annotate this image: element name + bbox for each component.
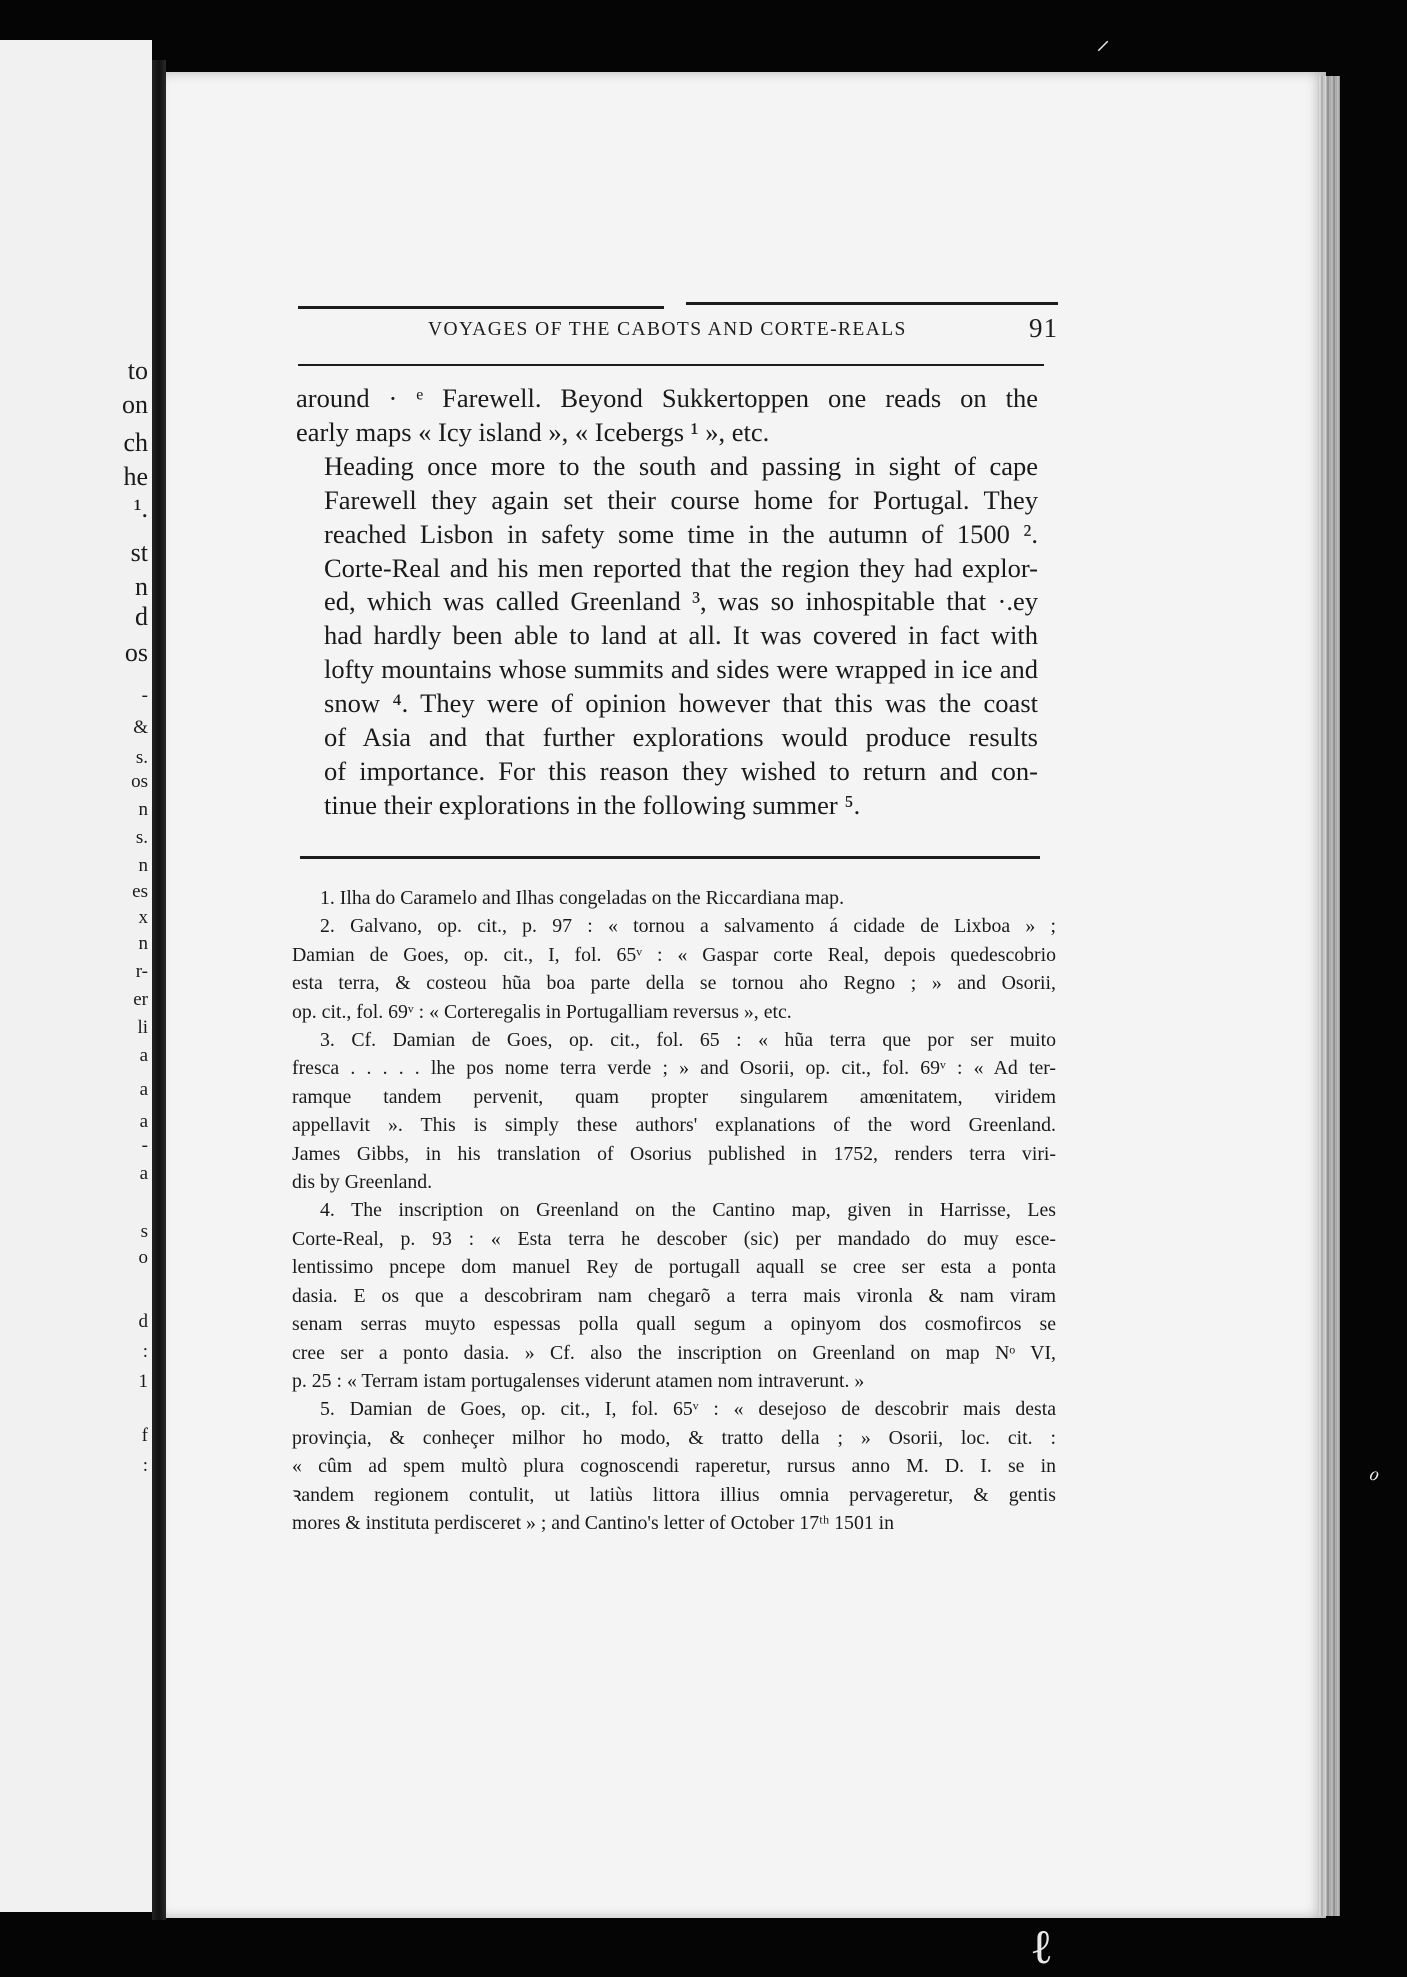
footnote-line: lentissimo pncepe dom manuel Rey de portugall aquall se cree ser esta a ponta	[292, 1256, 1056, 1279]
left-page-fragment: os	[131, 771, 148, 792]
text-line: snow ⁴. They were of opinion however that this was the coast	[324, 688, 1038, 719]
footnote-line: 2. Galvano, op. cit., p. 97 : « tornou a salvamento á cidade de Lixboa » ;	[320, 915, 1056, 938]
left-page-fragment: a	[139, 1079, 148, 1100]
footnote-4	[292, 1196, 1056, 1395]
footnote-1	[292, 884, 1056, 912]
text-line: Corte-Real and his men reported that the region they had explor-	[324, 552, 1038, 583]
text-line: of importance. For this reason they wished to return and con-	[324, 755, 1038, 786]
footnote-line: James Gibbs, in his translation of Osorius published in 1752, renders terra viri-	[292, 1142, 1056, 1165]
left-page-fragment: to	[127, 356, 148, 385]
footnote-line: mores & instituta perdisceret » ; and Cantino's letter of October 17ᵗʰ 1501 in	[292, 1511, 895, 1534]
text-line: Farewell they again set their course home for Portugal. They	[324, 484, 1038, 515]
footnote-line: 1. Ilha do Caramelo and Ilhas congeladas on the Riccardiana map.	[320, 887, 845, 909]
footnote-separator	[300, 856, 1040, 859]
text-line: reached Lisbon in safety some time in the autumn of 1500 ².	[324, 518, 1038, 549]
scan-mark: ⸝	[1096, 25, 1111, 56]
left-page-fragment: li	[137, 1017, 148, 1038]
left-page-fragment: f	[141, 1425, 148, 1446]
footnote-line: cree ser a ponto dasia. » Cf. also the inscription on Greenland on map Nᵒ VI,	[292, 1341, 1056, 1364]
scan-mark: ℓ	[1030, 1921, 1053, 1974]
page-stack-edge	[1318, 76, 1340, 1916]
footnote-line: « cûm ad spem multò plura cognoscendi raperetur, rursus anno M. D. I. se in	[292, 1455, 1056, 1478]
left-page-fragment: n	[135, 572, 148, 601]
footnote-line: Corte-Real, p. 93 : « Esta terra he descober (sic) per mandado do muy esce-	[292, 1227, 1056, 1250]
left-page-fragment: er	[133, 989, 148, 1010]
left-page-fragment: he	[123, 462, 148, 491]
running-head	[298, 313, 1058, 357]
page-gutter	[152, 60, 166, 1920]
footnote-line: appellavit ». This is simply these authors' explanations of the word Greenland.	[292, 1114, 1056, 1137]
left-page-fragment: n	[138, 933, 148, 954]
text-line: of Asia and that further explorations would produce results	[324, 722, 1038, 753]
left-page-fragment: s	[140, 1221, 148, 1242]
text-line: had hardly been able to land at all. It was covered in fact with	[324, 620, 1038, 651]
left-page-fragment: d	[138, 1311, 148, 1332]
footnote-line: senam serras muyto espessas polla quall segum a opinyom dos cosmofircos se	[292, 1313, 1056, 1336]
left-page-fragment: s.	[135, 827, 148, 848]
footnote-line: ramque tandem pervenit, quam propter singularem amœnitatem, viridem	[292, 1085, 1056, 1108]
left-page-fragment: n	[138, 855, 148, 876]
left-page-fragment: n	[138, 799, 148, 820]
text-line: ed, which was called Greenland ³, was so inhospitable that ·.ey	[324, 586, 1038, 617]
body-text	[296, 382, 1038, 823]
header-rule-left	[298, 306, 664, 309]
text-line: around · ᵉ Farewell. Beyond Sukkertoppen one reads on the	[296, 383, 1038, 413]
page-number: 91	[1029, 313, 1058, 343]
footnote-line: p. 25 : « Terram istam portugalenses viderunt atamen nom intraverunt. »	[292, 1369, 865, 1392]
left-page-fragment: o	[138, 1247, 148, 1268]
left-page-fragment: -	[141, 685, 148, 706]
left-page-fragment: a	[139, 1163, 148, 1184]
left-page-fragment: :	[142, 1341, 148, 1362]
left-page-fragment: on	[122, 390, 148, 419]
left-page-fragment: a	[139, 1045, 148, 1066]
left-page-edge	[0, 40, 152, 1912]
running-title: VOYAGES OF THE CABOTS AND CORTE-REALS	[428, 319, 907, 340]
header-rule-right	[686, 302, 1058, 305]
footnote-line: dis by Greenland.	[292, 1171, 433, 1194]
left-page-fragment: es	[132, 881, 148, 902]
paragraph-2	[296, 450, 1038, 823]
left-page-fragment: s.	[135, 747, 148, 768]
left-page-fragment: d	[135, 602, 148, 631]
text-line: early maps « Icy island », « Icebergs ¹ », etc.	[296, 416, 770, 447]
left-page-fragment: -	[141, 1135, 148, 1156]
left-page-fragment: os	[124, 638, 148, 667]
text-line: lofty mountains whose summits and sides were wrapped in ice and	[324, 654, 1038, 685]
left-page-fragment: a	[139, 1111, 148, 1132]
left-page-fragment: ¹.	[133, 494, 148, 523]
footnote-line: dasia. E os que a descobriram nam chegarõ a terra mais vironla & nam viram	[292, 1284, 1056, 1307]
footnote-5	[292, 1395, 1056, 1537]
left-page-fragment: ch	[123, 428, 148, 457]
left-page-fragment: st	[130, 538, 148, 567]
footnote-line: ꝛandem regionem contulit, ut latiùs littora illius omnia pervageretur, & gentis	[292, 1483, 1056, 1506]
left-page-fragment: 1	[138, 1371, 148, 1392]
scan-mark: ℴ	[1368, 1460, 1379, 1485]
footnote-2	[292, 912, 1056, 1026]
footnote-line: 3. Cf. Damian de Goes, op. cit., fol. 65 : « hũa terra que por ser muito	[320, 1029, 1056, 1052]
header-rule-lower	[298, 364, 1044, 366]
footnote-line: 4. The inscription on Greenland on the Cantino map, given in Harrisse, Les	[320, 1199, 1056, 1222]
text-line: Heading once more to the south and passing in sight of cape	[324, 450, 1038, 481]
text-line: tinue their explorations in the following summer ⁵.	[324, 789, 861, 820]
footnote-line: 5. Damian de Goes, op. cit., I, fol. 65ᵛ : « desejoso de descobrir mais desta	[320, 1398, 1056, 1421]
left-page-fragment: r-	[135, 961, 148, 982]
left-page-fragment: &	[133, 717, 148, 738]
footnote-line: esta terra, & costeou hũa boa parte della se tornou aho Regno ; » and Osorii,	[292, 972, 1056, 995]
footnotes	[292, 884, 1056, 1537]
footnote-3	[292, 1026, 1056, 1196]
paragraph-1	[296, 382, 1038, 450]
footnote-line: fresca . . . . . lhe pos nome terra verde ; » and Osorii, op. cit., fol. 69ᵛ : « Ad ter-	[292, 1057, 1056, 1080]
footnote-line: provinçia, & conheçer milhor ho modo, & tratto della ; » Osorii, loc. cit. :	[292, 1426, 1056, 1449]
footnote-line: Damian de Goes, op. cit., I, fol. 65ᵛ : « Gaspar corte Real, depois quedescobrio	[292, 943, 1056, 966]
footnote-line: op. cit., fol. 69ᵛ : « Corteregalis in Portugalliam reversus », etc.	[292, 1000, 792, 1023]
left-page-fragment: x	[138, 907, 148, 928]
left-page-fragment: :	[142, 1455, 148, 1476]
